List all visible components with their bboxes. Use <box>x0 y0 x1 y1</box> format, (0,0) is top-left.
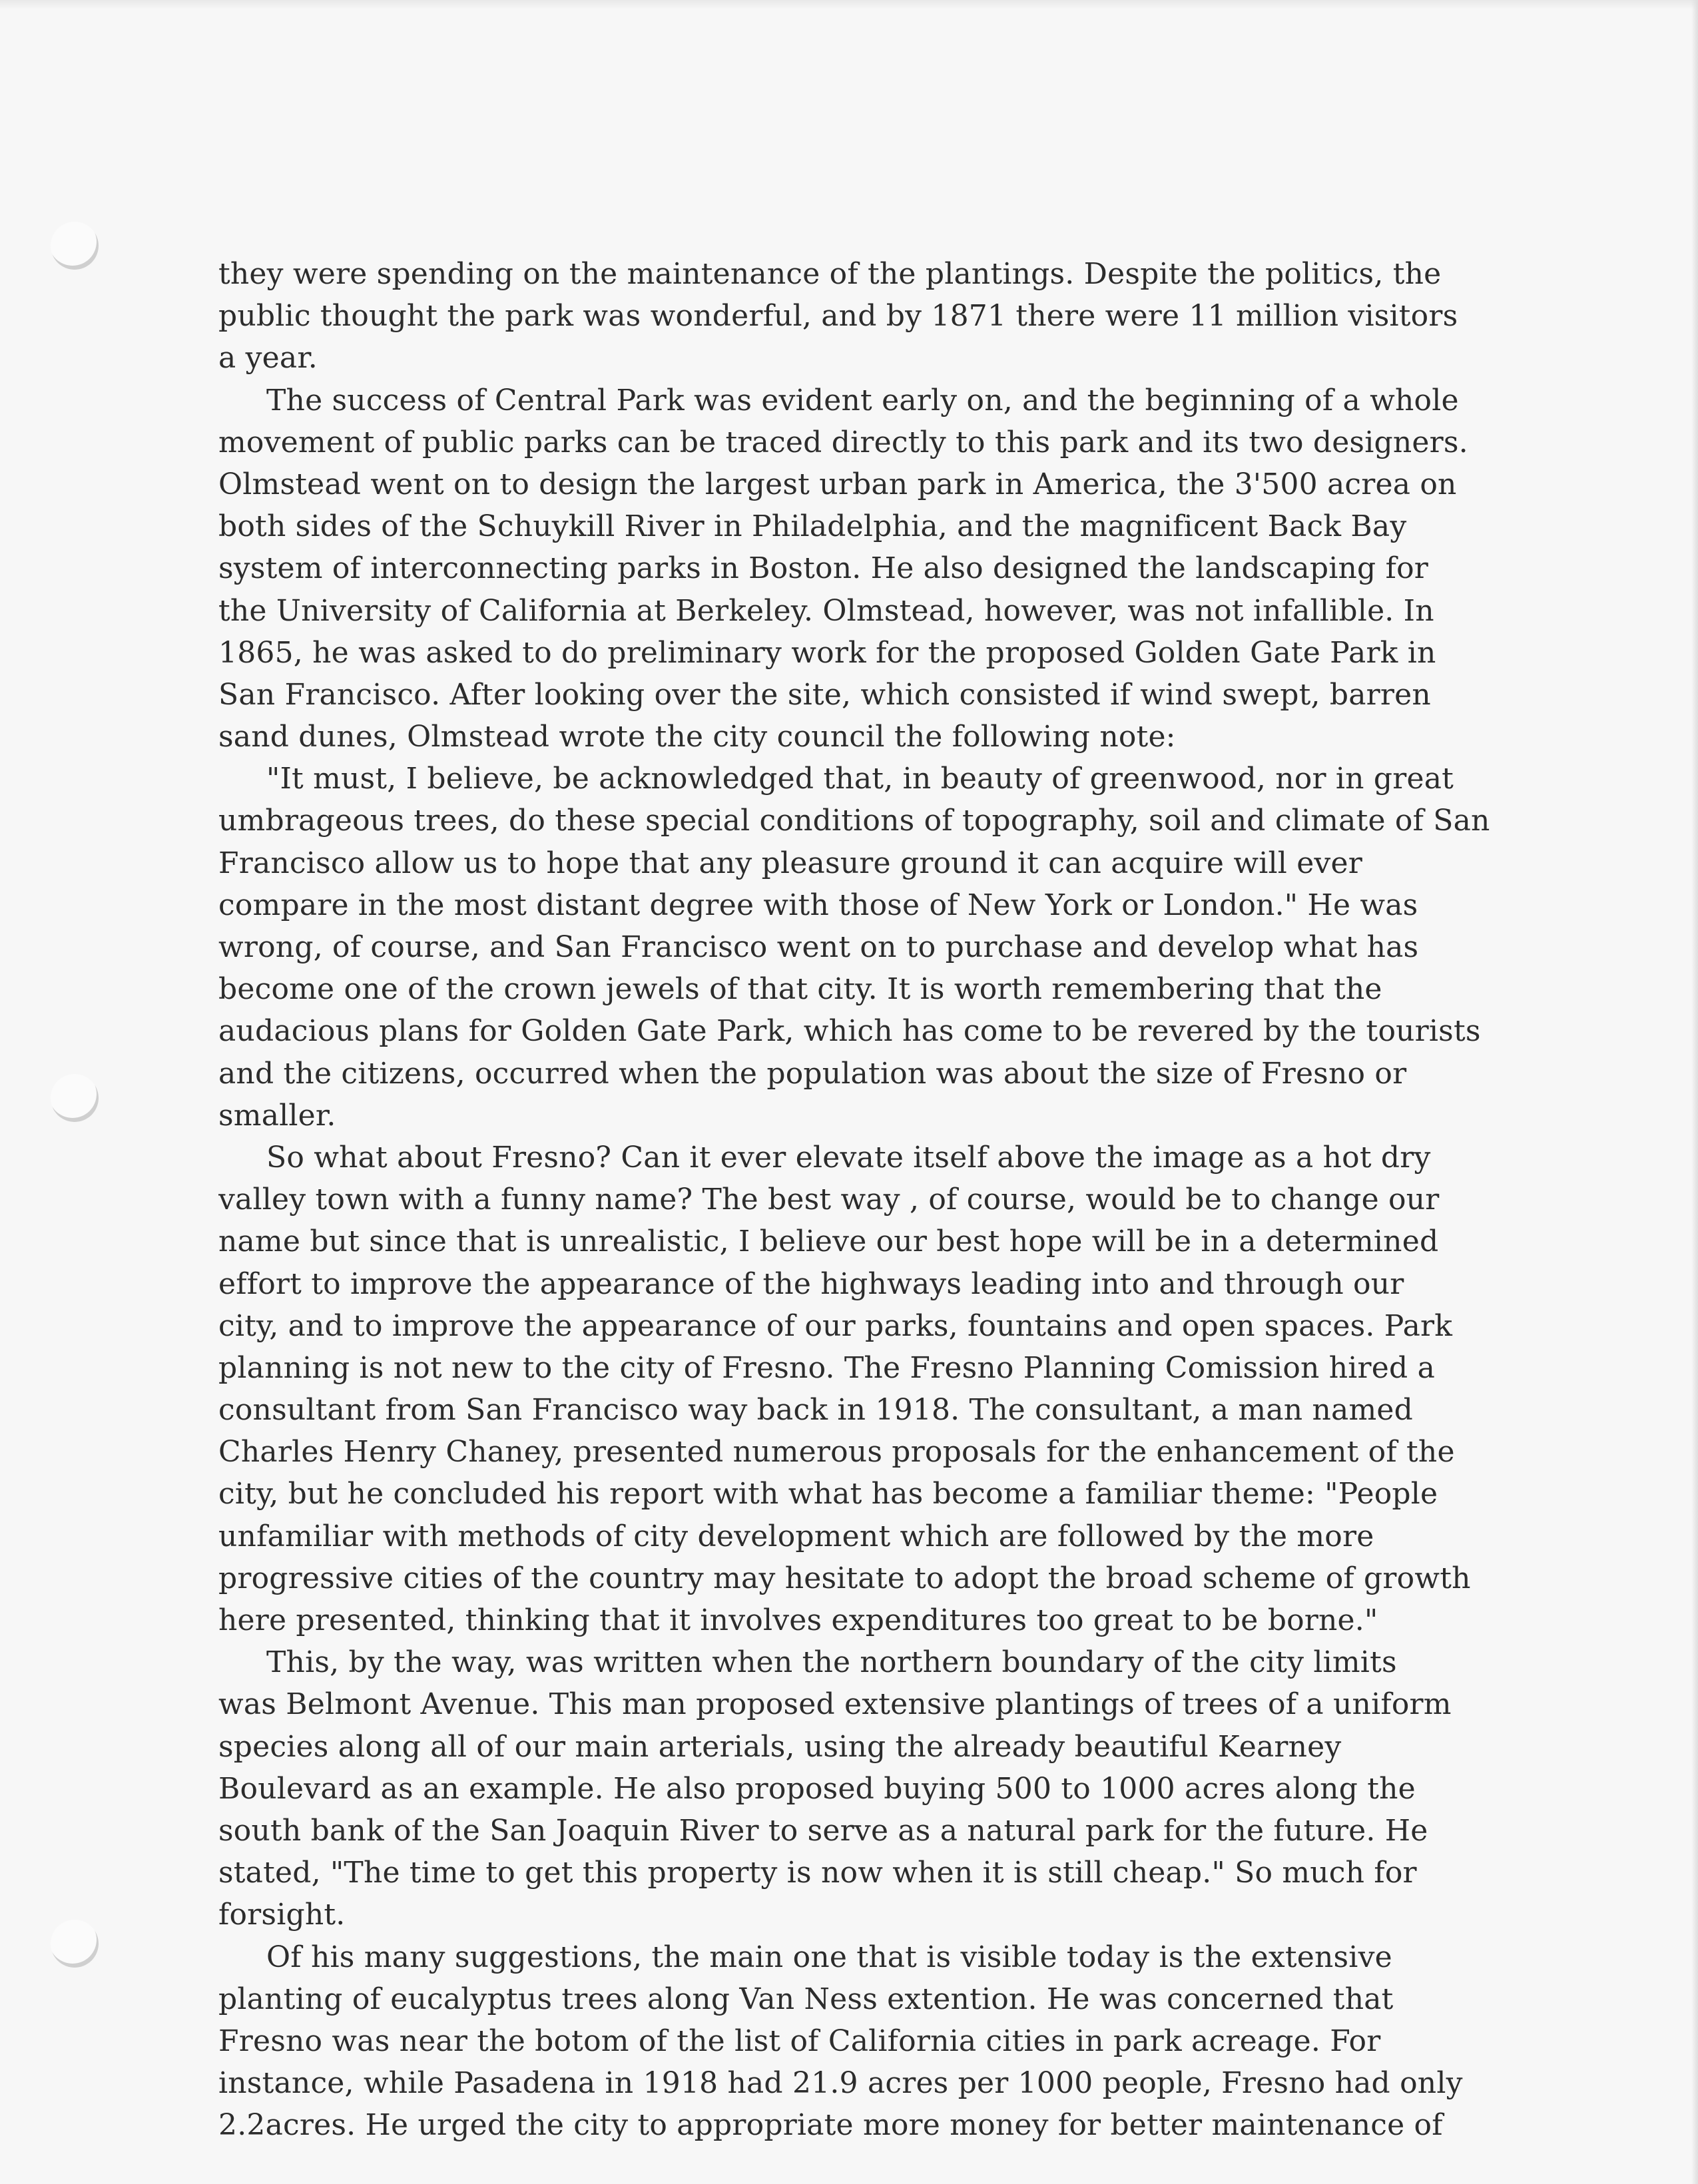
punch-hole-bottom <box>51 1920 99 1968</box>
text-line: The success of Central Park was evident early on, and the beginning of a whole <box>266 383 1459 417</box>
text-line: south bank of the San Joaquin River to serve as a natural park for the future. He <box>218 1813 1428 1848</box>
text-line: was Belmont Avenue. This man proposed extensive plantings of trees of a uniform <box>218 1687 1452 1722</box>
text-line: city, and to improve the appearance of our parks, fountains and open spaces. Park <box>218 1308 1453 1343</box>
text-line: So what about Fresno? Can it ever elevate itself above the image as a hot dry <box>266 1140 1431 1175</box>
text-line: Fresno was near the botom of the list of California cities in park acreage. For <box>218 2024 1381 2058</box>
text-line: a year. <box>218 341 318 376</box>
text-line: public thought the park was wonderful, and by 1871 there were 11 million visitors <box>218 299 1458 334</box>
text-line: movement of public parks can be traced directly to this park and its two designers. <box>218 425 1468 459</box>
text-line: species along all of our main arterials, using the already beautiful Kearney <box>218 1729 1342 1764</box>
text-line: city, but he concluded his report with what has become a familiar theme: "People <box>218 1477 1438 1511</box>
text-line: 2.2acres. He urged the city to appropriate more money for better maintenance of <box>218 2108 1443 2143</box>
text-line: San Francisco. After looking over the site, which consisted if wind swept, barren <box>218 677 1431 712</box>
text-line: stated, "The time to get this property is now when it is still cheap." So much for <box>218 1856 1417 1890</box>
scan-top-edge <box>0 0 1698 9</box>
text-line: wrong, of course, and San Francisco went on to purchase and develop what has <box>218 930 1419 964</box>
punch-hole-middle <box>51 1074 99 1122</box>
text-line: umbrageous trees, do these special conditions of topography, soil and climate of San <box>218 804 1490 838</box>
text-line: sand dunes, Olmstead wrote the city council the following note: <box>218 720 1176 754</box>
text-line: name but since that is unrealistic, I believe our best hope will be in a determined <box>218 1225 1439 1259</box>
punch-hole-top <box>51 222 99 270</box>
text-line: effort to improve the appearance of the highways leading into and through our <box>218 1266 1404 1301</box>
text-line: Francisco allow us to hope that any pleasure ground it can acquire will ever <box>218 846 1362 880</box>
text-line: planting of eucalyptus trees along Van Ness extention. He was concerned that <box>218 1982 1394 2016</box>
text-line: 1865, he was asked to do preliminary work for the proposed Golden Gate Park in <box>218 635 1436 670</box>
scan-right-edge <box>1691 0 1698 2184</box>
text-line: both sides of the Schuykill River in Philadelphia, and the magnificent Back Bay <box>218 509 1407 544</box>
text-line: instance, while Pasadena in 1918 had 21.9 acres per 1000 people, Fresno had only <box>218 2066 1463 2101</box>
text-line: Boulevard as an example. He also proposed buying 500 to 1000 acres along the <box>218 1771 1416 1806</box>
text-line: they were spending on the maintenance of the plantings. Despite the politics, the <box>218 257 1442 291</box>
text-line: audacious plans for Golden Gate Park, which has come to be revered by the tourists <box>218 1014 1481 1049</box>
body-text <box>218 253 1524 2146</box>
text-line: planning is not new to the city of Fresno. The Fresno Planning Comission hired a <box>218 1350 1436 1385</box>
text-line: compare in the most distant degree with those of New York or London." He was <box>218 888 1418 922</box>
text-line: system of interconnecting parks in Boston. He also designed the landscaping for <box>218 551 1429 586</box>
text-line: consultant from San Francisco way back in 1918. The consultant, a man named <box>218 1393 1413 1428</box>
text-line: smaller. <box>218 1098 336 1133</box>
text-line: progressive cities of the country may hesitate to adopt the broad scheme of growth <box>218 1561 1471 1595</box>
text-line: unfamiliar with methods of city development which are followed by the more <box>218 1519 1374 1553</box>
text-line: valley town with a funny name? The best way , of course, would be to change our <box>218 1183 1440 1217</box>
text-line: This, by the way, was written when the northern boundary of the city limits <box>266 1645 1397 1680</box>
text-line: forsight. <box>218 1898 346 1932</box>
text-line: the University of California at Berkeley. Olmstead, however, was not infallible. In <box>218 593 1434 628</box>
text-line: become one of the crown jewels of that city. It is worth remembering that the <box>218 972 1382 1007</box>
text-line: "It must, I believe, be acknowledged that, in beauty of greenwood, nor in great <box>266 762 1454 796</box>
text-line: Charles Henry Chaney, presented numerous proposals for the enhancement of the <box>218 1435 1455 1470</box>
text-line: Of his many suggestions, the main one that is visible today is the extensive <box>266 1940 1392 1974</box>
text-line: Olmstead went on to design the largest urban park in America, the 3'500 acrea on <box>218 467 1457 501</box>
text-line: and the citizens, occurred when the population was about the size of Fresno or <box>218 1056 1407 1091</box>
text-line: here presented, thinking that it involves expenditures too great to be borne." <box>218 1603 1378 1637</box>
